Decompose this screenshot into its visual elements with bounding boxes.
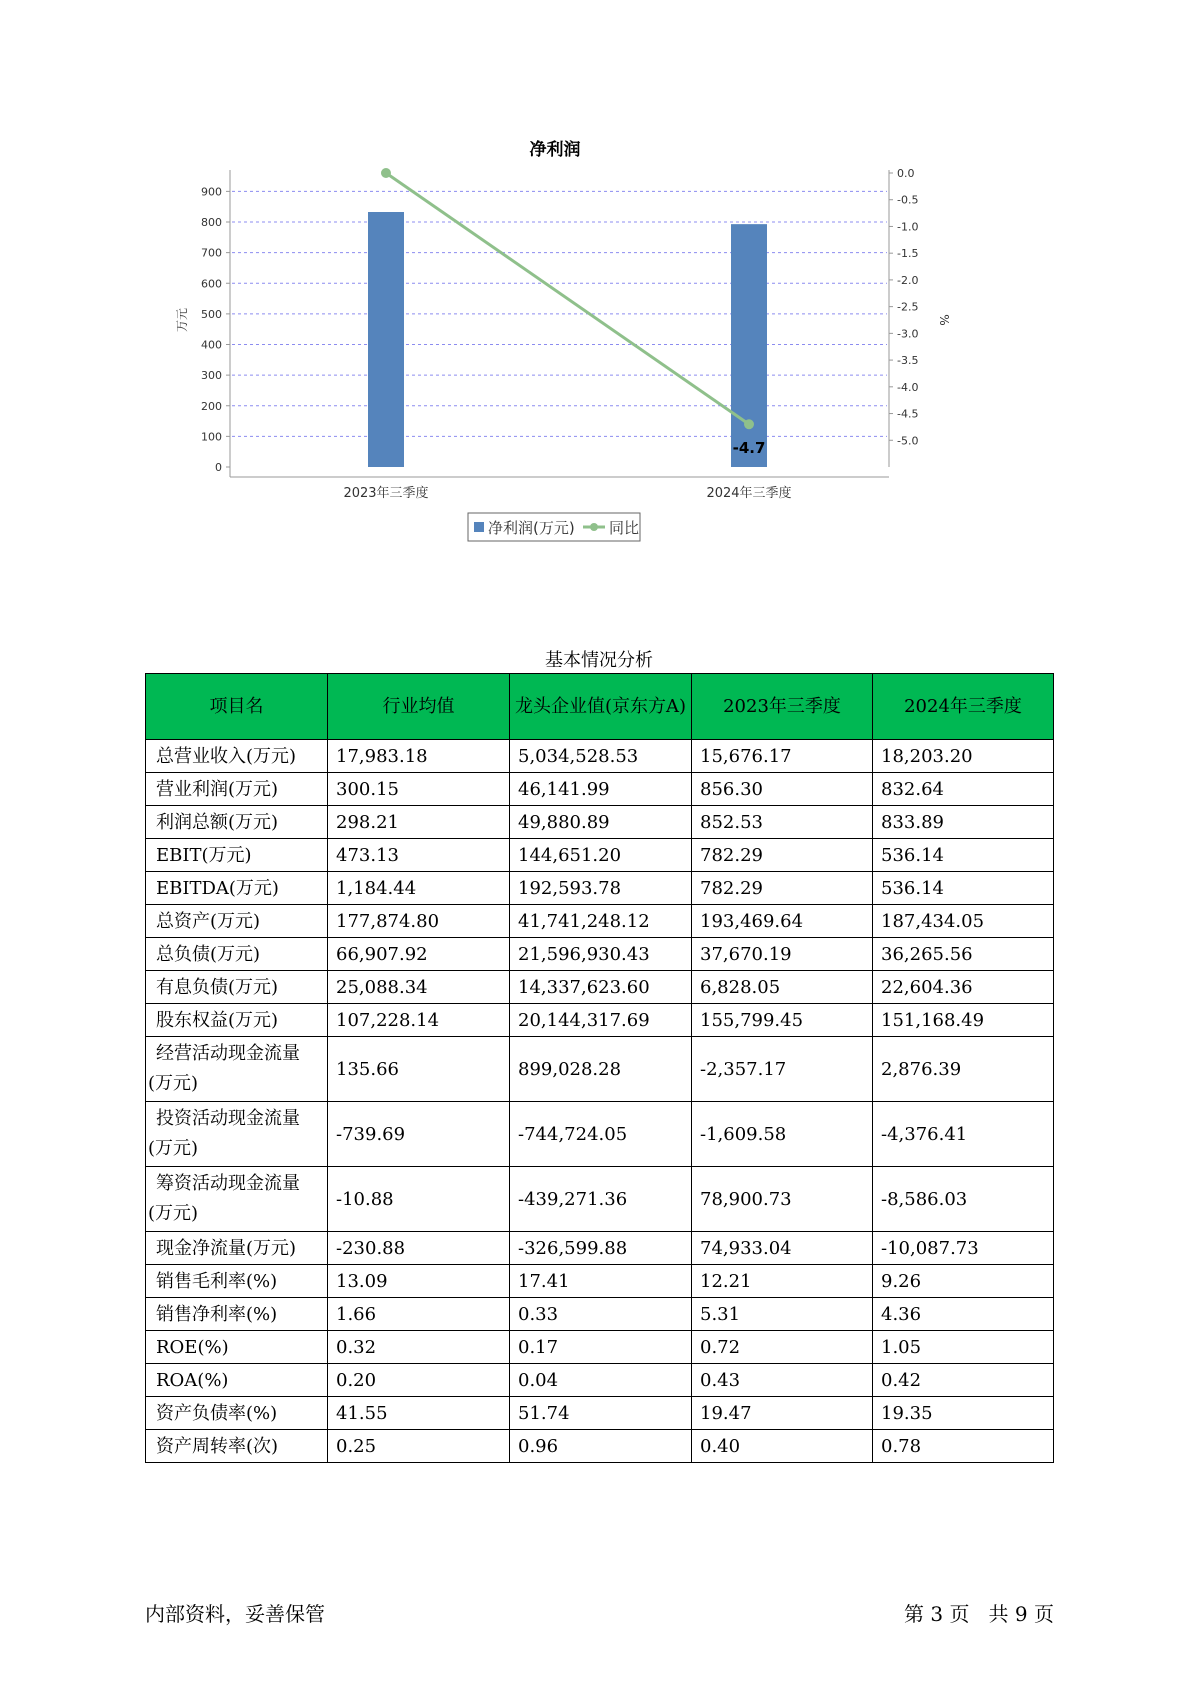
row-value-cell: -1,609.58 bbox=[692, 1102, 873, 1167]
row-value-cell: 14,337,623.60 bbox=[510, 971, 692, 1004]
yoy-point bbox=[381, 168, 391, 178]
yoy-point bbox=[744, 419, 754, 429]
row-value-cell: 300.15 bbox=[328, 773, 510, 806]
row-value-cell: 899,028.28 bbox=[510, 1037, 692, 1102]
row-value-cell: 25,088.34 bbox=[328, 971, 510, 1004]
row-item-name: ROA(%) bbox=[146, 1364, 328, 1397]
right-tick-label: -2.0 bbox=[897, 273, 919, 287]
table-row bbox=[146, 740, 1054, 773]
row-item-name: 营业利润(万元) bbox=[146, 773, 328, 806]
row-item-name: 投资活动现金流量(万元) bbox=[146, 1102, 328, 1167]
table-row bbox=[146, 1397, 1054, 1430]
table-row bbox=[146, 1265, 1054, 1298]
row-value-cell: 0.32 bbox=[328, 1331, 510, 1364]
header-industry-average: 行业均值 bbox=[328, 674, 510, 740]
right-tick-label: 0.0 bbox=[897, 167, 915, 180]
row-item-name: 销售毛利率(%) bbox=[146, 1265, 328, 1298]
left-tick-label: 0 bbox=[215, 461, 222, 474]
row-value-cell: 20,144,317.69 bbox=[510, 1004, 692, 1037]
row-value-cell: 51.74 bbox=[510, 1397, 692, 1430]
row-value-cell: 15,676.17 bbox=[692, 740, 873, 773]
right-tick-label: -5.0 bbox=[897, 434, 919, 448]
right-tick-label: -1.0 bbox=[897, 220, 919, 234]
left-tick-label: 800 bbox=[201, 216, 222, 229]
row-value-cell: 66,907.92 bbox=[328, 938, 510, 971]
yoy-line bbox=[386, 173, 749, 424]
row-value-cell: 187,434.05 bbox=[873, 905, 1054, 938]
header-leader-value: 龙头企业值(京东方A) bbox=[510, 674, 692, 740]
row-item-name: 总营业收入(万元) bbox=[146, 740, 328, 773]
row-value-cell: 107,228.14 bbox=[328, 1004, 510, 1037]
basic-analysis-table bbox=[145, 673, 1054, 1463]
legend-bar-swatch bbox=[474, 522, 484, 532]
chart-title: 净利润 bbox=[529, 140, 581, 160]
table-row bbox=[146, 773, 1054, 806]
row-value-cell: 9.26 bbox=[873, 1265, 1054, 1298]
bar bbox=[368, 212, 404, 467]
row-value-cell: 536.14 bbox=[873, 872, 1054, 905]
row-value-cell: 832.64 bbox=[873, 773, 1054, 806]
row-value-cell: 6,828.05 bbox=[692, 971, 873, 1004]
row-value-cell: 41.55 bbox=[328, 1397, 510, 1430]
row-value-cell: 36,265.56 bbox=[873, 938, 1054, 971]
legend-bar-label: 净利润(万元) bbox=[488, 519, 575, 537]
row-value-cell: 0.25 bbox=[328, 1430, 510, 1463]
left-tick-label: 400 bbox=[201, 338, 222, 352]
x-tick-label: 2024年三季度 bbox=[706, 486, 792, 501]
row-value-cell: -2,357.17 bbox=[692, 1037, 873, 1102]
row-value-cell: 536.14 bbox=[873, 839, 1054, 872]
row-value-cell: 192,593.78 bbox=[510, 872, 692, 905]
row-value-cell: 17.41 bbox=[510, 1265, 692, 1298]
table-row bbox=[146, 872, 1054, 905]
row-value-cell: 19.35 bbox=[873, 1397, 1054, 1430]
right-tick-label: -4.5 bbox=[897, 407, 919, 421]
row-value-cell: -739.69 bbox=[328, 1102, 510, 1167]
row-value-cell: 1.66 bbox=[328, 1298, 510, 1331]
row-item-name: 筹资活动现金流量(万元) bbox=[146, 1167, 328, 1232]
row-value-cell: 37,670.19 bbox=[692, 938, 873, 971]
table-row bbox=[146, 1232, 1054, 1265]
row-item-name: EBIT(万元) bbox=[146, 839, 328, 872]
legend-line-marker bbox=[590, 523, 598, 531]
row-value-cell: 193,469.64 bbox=[692, 905, 873, 938]
row-value-cell: 298.21 bbox=[328, 806, 510, 839]
left-tick-label: 300 bbox=[201, 369, 222, 383]
row-value-cell: 13.09 bbox=[328, 1265, 510, 1298]
row-value-cell: -4,376.41 bbox=[873, 1102, 1054, 1167]
yoy-data-label: -4.7 bbox=[732, 439, 766, 458]
left-tick-label: 700 bbox=[201, 246, 222, 260]
row-item-name: 利润总额(万元) bbox=[146, 806, 328, 839]
left-tick-label: 200 bbox=[201, 399, 222, 413]
row-value-cell: 21,596,930.43 bbox=[510, 938, 692, 971]
row-value-cell: 0.72 bbox=[692, 1331, 873, 1364]
row-value-cell: 0.17 bbox=[510, 1331, 692, 1364]
row-value-cell: 144,651.20 bbox=[510, 839, 692, 872]
table-row bbox=[146, 905, 1054, 938]
row-item-name: 资产负债率(%) bbox=[146, 1397, 328, 1430]
table-row bbox=[146, 938, 1054, 971]
row-item-name: 现金净流量(万元) bbox=[146, 1232, 328, 1265]
row-value-cell: -8,586.03 bbox=[873, 1167, 1054, 1232]
row-value-cell: 0.33 bbox=[510, 1298, 692, 1331]
row-value-cell: 0.43 bbox=[692, 1364, 873, 1397]
row-value-cell: 1.05 bbox=[873, 1331, 1054, 1364]
row-value-cell: 782.29 bbox=[692, 872, 873, 905]
left-tick-label: 500 bbox=[201, 307, 222, 321]
row-value-cell: 1,184.44 bbox=[328, 872, 510, 905]
right-tick-label: -1.5 bbox=[897, 247, 919, 261]
table-row bbox=[146, 1004, 1054, 1037]
table-header-row bbox=[146, 674, 1054, 740]
row-value-cell: 22,604.36 bbox=[873, 971, 1054, 1004]
right-tick-label: -4.0 bbox=[897, 380, 919, 394]
row-value-cell: 0.78 bbox=[873, 1430, 1054, 1463]
row-value-cell: 17,983.18 bbox=[328, 740, 510, 773]
right-tick-label: -2.5 bbox=[897, 300, 919, 314]
header-item-name: 项目名 bbox=[146, 674, 328, 740]
net-profit-chart bbox=[150, 140, 1050, 600]
row-item-name: 资产周转率(次) bbox=[146, 1430, 328, 1463]
footer-page-number: 第 3 页 共 9 页 bbox=[904, 1602, 1054, 1626]
row-value-cell: 0.42 bbox=[873, 1364, 1054, 1397]
table-row bbox=[146, 1298, 1054, 1331]
row-value-cell: 0.96 bbox=[510, 1430, 692, 1463]
table-row bbox=[146, 1364, 1054, 1397]
table-title: 基本情况分析 bbox=[545, 650, 653, 671]
row-item-name: ROE(%) bbox=[146, 1331, 328, 1364]
row-item-name: 总资产(万元) bbox=[146, 905, 328, 938]
left-tick-label: 900 bbox=[201, 185, 222, 199]
row-item-name: 股东权益(万元) bbox=[146, 1004, 328, 1037]
row-value-cell: 5,034,528.53 bbox=[510, 740, 692, 773]
table-row bbox=[146, 971, 1054, 1004]
row-value-cell: 856.30 bbox=[692, 773, 873, 806]
row-value-cell: 19.47 bbox=[692, 1397, 873, 1430]
row-value-cell: -744,724.05 bbox=[510, 1102, 692, 1167]
row-value-cell: 18,203.20 bbox=[873, 740, 1054, 773]
row-value-cell: 4.36 bbox=[873, 1298, 1054, 1331]
row-value-cell: 0.20 bbox=[328, 1364, 510, 1397]
row-value-cell: -230.88 bbox=[328, 1232, 510, 1265]
x-tick-label: 2023年三季度 bbox=[343, 486, 429, 501]
row-item-name: 有息负债(万元) bbox=[146, 971, 328, 1004]
row-item-name: 销售净利率(%) bbox=[146, 1298, 328, 1331]
table-row bbox=[146, 1167, 1054, 1232]
row-value-cell: 151,168.49 bbox=[873, 1004, 1054, 1037]
right-tick-label: -3.5 bbox=[897, 354, 919, 368]
row-value-cell: 155,799.45 bbox=[692, 1004, 873, 1037]
row-item-name: EBITDA(万元) bbox=[146, 872, 328, 905]
row-value-cell: 0.40 bbox=[692, 1430, 873, 1463]
chart-canvas bbox=[150, 140, 1050, 600]
table-row bbox=[146, 1430, 1054, 1463]
bar bbox=[731, 224, 767, 467]
row-value-cell: -10.88 bbox=[328, 1167, 510, 1232]
legend-line-label: 同比 bbox=[609, 519, 640, 537]
row-item-name: 经营活动现金流量(万元) bbox=[146, 1037, 328, 1102]
row-value-cell: 2,876.39 bbox=[873, 1037, 1054, 1102]
row-item-name: 总负债(万元) bbox=[146, 938, 328, 971]
left-tick-label: 100 bbox=[201, 430, 222, 444]
row-value-cell: 12.21 bbox=[692, 1265, 873, 1298]
row-value-cell: -439,271.36 bbox=[510, 1167, 692, 1232]
table-row bbox=[146, 806, 1054, 839]
row-value-cell: 78,900.73 bbox=[692, 1167, 873, 1232]
header-2023-q3: 2023年三季度 bbox=[692, 674, 873, 740]
row-value-cell: 852.53 bbox=[692, 806, 873, 839]
right-axis-label: % bbox=[937, 314, 951, 326]
header-2024-q3: 2024年三季度 bbox=[873, 674, 1054, 740]
right-tick-label: -3.0 bbox=[897, 327, 919, 341]
footer-confidential: 内部资料，妥善保管 bbox=[145, 1602, 325, 1626]
row-value-cell: 0.04 bbox=[510, 1364, 692, 1397]
row-value-cell: 782.29 bbox=[692, 839, 873, 872]
row-value-cell: 49,880.89 bbox=[510, 806, 692, 839]
left-axis-label: 万元 bbox=[175, 307, 189, 333]
right-tick-label: -0.5 bbox=[897, 193, 919, 207]
row-value-cell: -326,599.88 bbox=[510, 1232, 692, 1265]
row-value-cell: 5.31 bbox=[692, 1298, 873, 1331]
row-value-cell: -10,087.73 bbox=[873, 1232, 1054, 1265]
row-value-cell: 41,741,248.12 bbox=[510, 905, 692, 938]
row-value-cell: 135.66 bbox=[328, 1037, 510, 1102]
left-tick-label: 600 bbox=[201, 277, 222, 291]
row-value-cell: 177,874.80 bbox=[328, 905, 510, 938]
table-row bbox=[146, 1102, 1054, 1167]
row-value-cell: 74,933.04 bbox=[692, 1232, 873, 1265]
row-value-cell: 46,141.99 bbox=[510, 773, 692, 806]
row-value-cell: 833.89 bbox=[873, 806, 1054, 839]
table-row bbox=[146, 1037, 1054, 1102]
table-row bbox=[146, 839, 1054, 872]
row-value-cell: 473.13 bbox=[328, 839, 510, 872]
table-row bbox=[146, 1331, 1054, 1364]
